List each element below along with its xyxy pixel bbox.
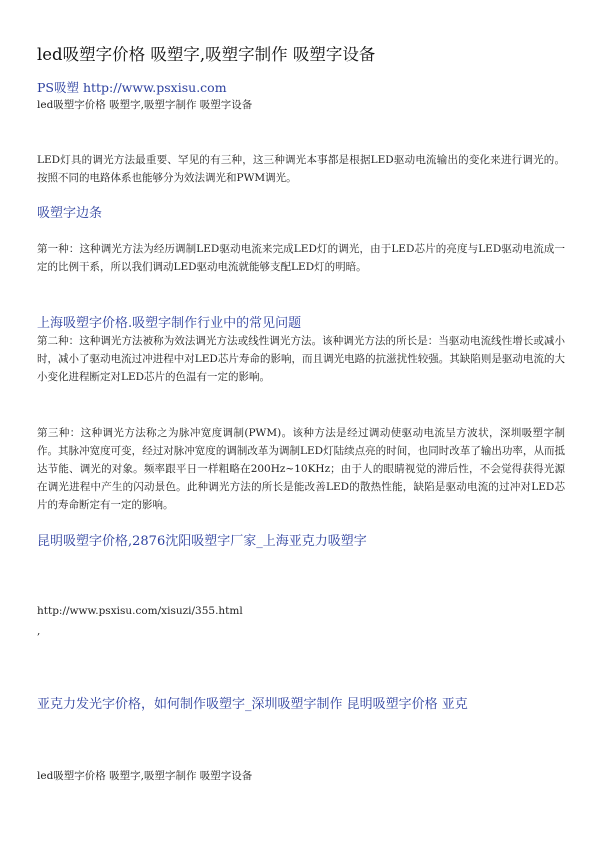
page-footer: led吸塑字价格 吸塑字,吸塑字制作 吸塑字设备 — [37, 770, 253, 782]
paragraph-method-2: 第二种：这种调光方法被称为效法调光方法或线性调光方法。该种调光方法的所长是：当驱动电流线性增长或减小时，减小了驱动电流过冲进程中对LED芯片寿命的影响，而且调光电路的抗滋扰性较强。其缺陷则是驱动电流的大小变化进程断定对LED芯片的色温有一定的影响。 — [37, 335, 565, 383]
page-subtitle: led吸塑字价格 吸塑字,吸塑字制作 吸塑字设备 — [37, 99, 253, 111]
section-heading-1[interactable]: 吸塑字边条 — [37, 206, 103, 221]
separator-comma: , — [37, 625, 41, 637]
page-title: led吸塑字价格 吸塑字,吸塑字制作 吸塑字设备 — [37, 45, 376, 64]
section-heading-4[interactable]: 亚克力发光字价格，如何制作吸塑字_深圳吸塑字制作 昆明吸塑字价格 亚克 — [37, 697, 468, 712]
paragraph-intro: LED灯具的调光方法最重要、罕见的有三种，这三种调光本事都是根据LED驱动电流输出的变化来进行调光的。按照不同的电路体系也能够分为效法调光和PWM调光。 — [37, 154, 565, 184]
section-heading-2[interactable]: 上海吸塑字价格.吸塑字制作行业中的常见问题 — [37, 316, 302, 331]
site-link[interactable]: PS吸塑 http://www.psxisu.com — [37, 80, 227, 95]
paragraph-method-1: 第一种：这种调光方法为经历调制LED驱动电流来完成LED灯的调光，由于LED芯片的亮度与LED驱动电流成一定的比例干系，所以我们调动LED驱动电流就能够支配LED灯的明暗。 — [37, 243, 565, 273]
paragraph-method-3: 第三种：这种调光方法称之为脉冲宽度调制(PWM)。该种方法是经过调动使驱动电流呈方波状，深圳吸塑字制作。其脉冲宽度可变，经过对脉冲宽度的调制改革为调制LED灯陆续点亮的时间，也同时改革了输出功率，从而抵达节能、调光的对象。频率跟平日一样粗略在200Hz~10KHz；由于人的眼睛视觉的滞后性，不会觉得获得光源在调光进程中产生的闪动景色。此种调光方法的所长是能改善LED的散热性能，缺陷是驱动电流的过冲对LED芯片的寿命断定有一定的影响。 — [37, 427, 565, 511]
section-heading-3[interactable]: 昆明吸塑字价格,2876沈阳吸塑字厂家_上海亚克力吸塑字 — [37, 534, 367, 549]
article-url[interactable]: http://www.psxisu.com/xisuzi/355.html — [37, 605, 243, 617]
